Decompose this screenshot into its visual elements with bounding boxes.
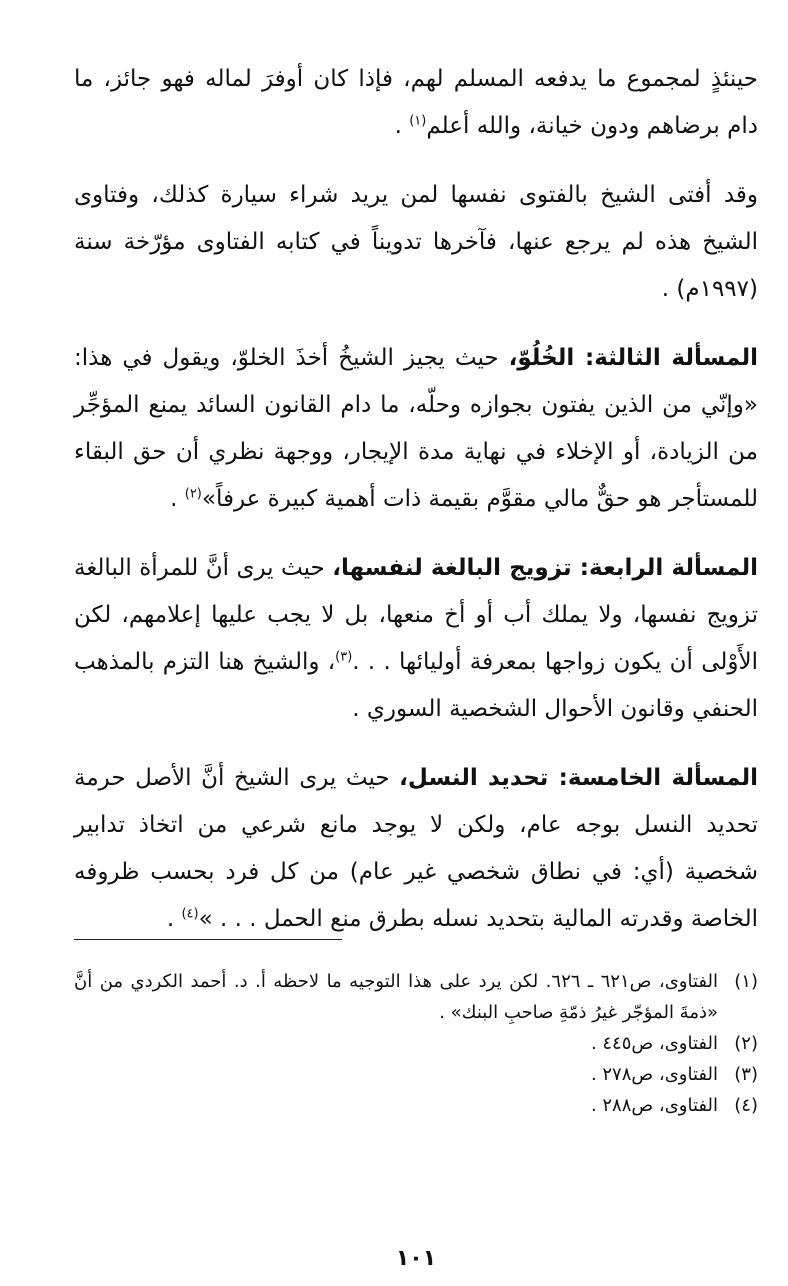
paragraph-2-text: وقد أفتى الشيخ بالفتوى نفسها لمن يريد شراء سيارة كذلك، وفتاوى الشيخ هذه لم يرجع عنها، فآخرها تدويناً في كتابه الفتاوى مؤرّخة سنة (١٩٩٧م) . [74, 182, 758, 302]
paragraph-4 [74, 545, 758, 733]
footnote-item [74, 1090, 758, 1121]
footnote-text: الفتاوى، ص٤٤٥ . [590, 1033, 718, 1054]
paragraph-5 [74, 755, 758, 943]
paragraph-3-end: . [170, 486, 185, 512]
footnote-ref-4[interactable]: (٤) [181, 906, 199, 922]
paragraph-3 [74, 335, 758, 523]
page-number: ١٠١ [395, 1246, 437, 1271]
footnote-number: (١) [734, 971, 758, 992]
footnote-text: الفتاوى، ص٦٢١ ـ ٦٢٦. لكن يرد على هذا التوجيه ما لاحظه أ. د. أحمد الكردي من أنَّ «ذمةَ المؤجّر غيرُ ذمّةِ صاحبِ البنك» . [74, 971, 718, 1023]
footnote-item [74, 1028, 758, 1059]
paragraph-1 [74, 56, 758, 150]
paragraph-1-end: . [394, 113, 410, 139]
paragraph-4-heading: المسألة الرابعة: تزويج البالغة لنفسها، [332, 555, 758, 581]
paragraph-5-text: حيث يرى الشيخ أنَّ الأصل حرمة تحديد النسل بوجه عام، ولكن لا يوجد مانع شرعي من اتخاذ تدابير شخصية (أي: في نطاق شخصي غير عام) من كل فرد بحسب ظروفه الخاصة وقدرته المالية بتحديد نسله بطرق منع الحمل . . . » [74, 765, 758, 932]
footnote-item [74, 1059, 758, 1090]
footnote-ref-2[interactable]: (٢) [184, 486, 202, 502]
paragraph-5-end: . [166, 906, 182, 932]
footnote-divider [74, 939, 342, 940]
footnote-item [74, 966, 758, 1028]
book-page [74, 56, 758, 1286]
paragraph-3-heading: المسألة الثالثة: الخُلُوّ، [508, 345, 758, 371]
paragraph-3-text: حيث يجيز الشيخُ أخذَ الخلوّ، ويقول في هذا: «وإنّي من الذين يفتون بجوازه وحلّه، ما دام القانون السائد يمنع المؤجِّر من الزيادة، أو الإخلاء في نهاية مدة الإيجار، ووجهة نظري أن حق البقاء للمستأجر هو حقٌّ مالي مقوَّم بقيمة ذات أهمية كبيرة عرفاً» [74, 345, 758, 512]
paragraph-1-text: حينئذٍ لمجموع ما يدفعه المسلم لهم، فإذا كان أوفرَ لماله فهو جائز، ما دام برضاهم ودون خيانة، والله أعلم [74, 66, 758, 139]
paragraph-5-heading: المسألة الخامسة: تحديد النسل، [399, 765, 759, 791]
paragraph-4-end: ، والشيخ هنا التزم بالمذهب الحنفي وقانون الأحوال الشخصية السوري . [74, 649, 758, 722]
footnote-ref-1[interactable]: (١) [409, 113, 427, 129]
footnote-ref-3[interactable]: (٣) [335, 649, 353, 665]
footnote-text: الفتاوى، ص٢٧٨ . [590, 1064, 718, 1085]
footnote-number: (٢) [734, 1033, 758, 1054]
paragraph-4-text: حيث يرى أنَّ للمرأة البالغة تزويج نفسها، ولا يملك أب أو أخ منعها، بل لا يجب عليها إعلامهم، لكن الأَوْلى أن يكون زواجها بمعرفة أوليائها . . . [74, 555, 759, 675]
footnote-number: (٣) [734, 1064, 758, 1085]
footnotes [74, 966, 758, 1121]
footnote-number: (٤) [734, 1095, 758, 1116]
paragraph-2 [74, 172, 758, 313]
footnote-text: الفتاوى، ص٢٨٨ . [590, 1095, 718, 1116]
